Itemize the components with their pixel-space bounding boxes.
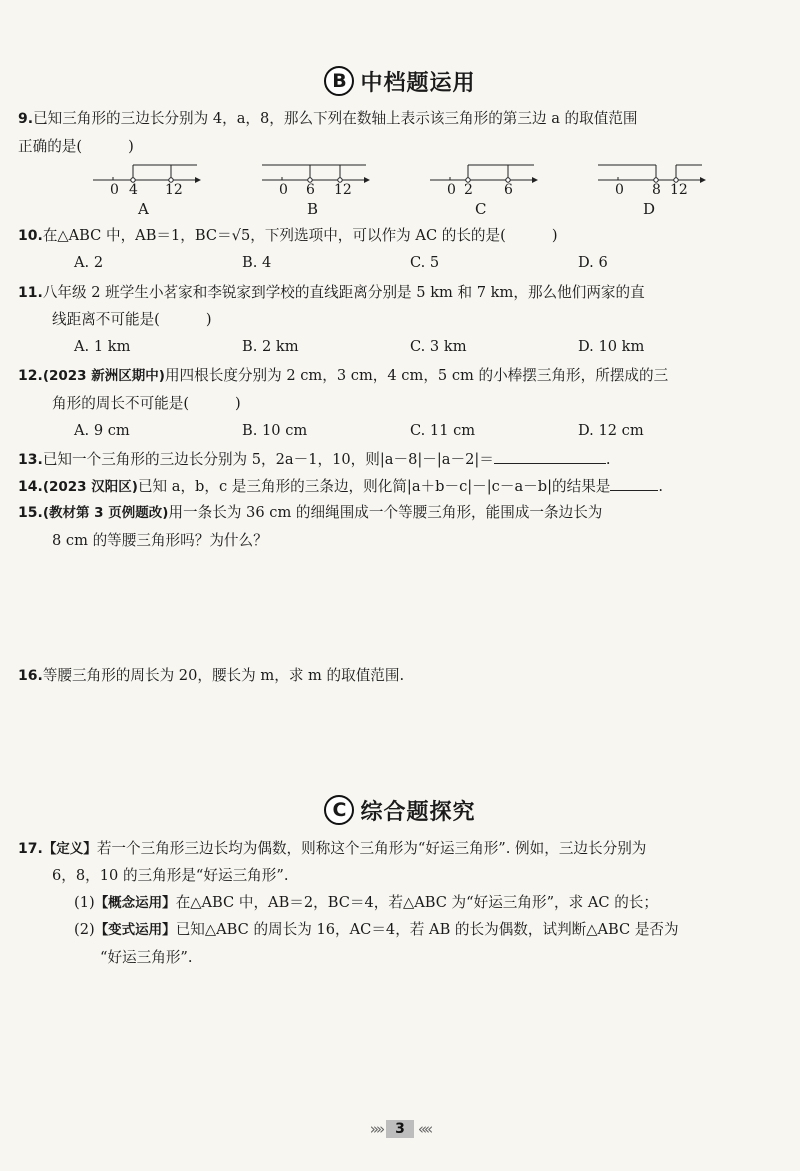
question-17-part2-line2: “好运三角形”.: [100, 949, 193, 966]
numberline-c: [430, 162, 540, 218]
tick-label: 6: [504, 182, 513, 198]
question-number: 17.: [18, 841, 43, 857]
tick-label: 12: [165, 182, 183, 198]
section-c-title: 综合题探究: [360, 799, 476, 825]
choice-a[interactable]: A. 9 cm: [74, 422, 130, 439]
choice-d[interactable]: D. 6: [578, 254, 608, 271]
section-c-badge: C: [324, 795, 354, 825]
tick-label: 0: [279, 182, 288, 198]
question-text: 用四根长度分别为 2 cm，3 cm，4 cm，5 cm 的小棒摆三角形，所摆成的三: [164, 367, 669, 384]
question-source: (教材第 3 页例题改): [42, 505, 169, 521]
question-17-part1: (1)【概念运用】在△ABC 中，AB＝2，BC＝4，若△ABC 为“好运三角形”，求 AC 的长；: [74, 894, 658, 911]
page-footer: [0, 1120, 800, 1138]
question-text: 等腰三角形的周长为 20，腰长为 m，求 m 的取值范围.: [42, 667, 405, 684]
question-text: 用一条长为 36 cm 的细绳围成一个等腰三角形，能围成一条边长为: [168, 504, 603, 521]
question-text: 八年级 2 班学生小茗家和李锐家到学校的直线距离分别是 5 km 和 7 km，那么他们两家的直: [42, 284, 645, 301]
question-12-choices: [74, 422, 774, 442]
part-tag: 【概念运用】: [94, 895, 176, 911]
question-number: 12.: [18, 368, 43, 384]
numberline-a: [93, 162, 203, 218]
question-source: (2023 新洲区期中): [42, 368, 165, 384]
section-b-header: [0, 63, 800, 99]
question-11-choices: [74, 338, 774, 358]
question-10-choices: [74, 254, 774, 274]
question-text: 已知三角形的三边长分别为 4，a，8，那么下列在数轴上表示该三角形的第三边 a 的取值范围: [33, 110, 638, 127]
question-text: 已知 a，b，c 是三角形的三条边，则化简|a＋b－c|－|c－a－b|的结果是: [137, 478, 611, 495]
question-text: 若一个三角形三边长均为偶数，则称这个三角形为“好运三角形”. 例如，三边长分别为: [96, 840, 647, 857]
choice-b[interactable]: B. 10 cm: [242, 422, 308, 439]
question-11-line2: 线距离不可能是( ): [52, 311, 212, 328]
footer-arrows-right: ««: [417, 1120, 431, 1138]
tick-label: 6: [306, 182, 315, 198]
question-11: [18, 283, 783, 303]
choice-d[interactable]: D. 12 cm: [578, 422, 644, 439]
option-label: A: [138, 200, 149, 218]
question-source: (2023 汉阳区): [42, 479, 138, 495]
question-tag: 【定义】: [42, 841, 97, 857]
question-text: 在△ABC 中，AB＝1，BC＝√5，下列选项中，可以作为 AC 的长的是(: [42, 227, 506, 244]
choice-c[interactable]: C. 3 km: [410, 338, 467, 355]
question-number: 14.: [18, 479, 43, 495]
choice-b[interactable]: B. 4: [242, 254, 272, 271]
tick-label: 0: [447, 182, 456, 198]
question-number: 10.: [18, 228, 43, 244]
choice-c[interactable]: C. 5: [410, 254, 440, 271]
tick-label: 2: [464, 182, 473, 198]
tick-label: 12: [670, 182, 688, 198]
choice-d[interactable]: D. 10 km: [578, 338, 645, 355]
option-label: B: [307, 200, 319, 218]
choice-a[interactable]: A. 2: [74, 254, 104, 271]
question-13: 13.已知一个三角形的三边长分别为 5，2a－1，10，则|a－8|－|a－2|＝ .: [18, 451, 611, 468]
tick-label: 12: [334, 182, 352, 198]
question-15: [18, 503, 783, 523]
question-number: 11.: [18, 285, 43, 301]
question-9-line2: 正确的是( ): [18, 138, 134, 155]
tick-label: 0: [615, 182, 624, 198]
section-b-title: 中档题运用: [360, 70, 476, 96]
question-12-line2: 角形的周长不可能是( ): [52, 395, 241, 412]
option-label: D: [643, 200, 656, 218]
choice-c[interactable]: C. 11 cm: [410, 422, 476, 439]
question-number: 9.: [18, 111, 34, 127]
answer-blank[interactable]: [494, 449, 606, 464]
question-14: 14.(2023 汉阳区)已知 a，b，c 是三角形的三条边，则化简|a＋b－c|－|c－a－b|的结果是 .: [18, 478, 664, 495]
tick-label: 8: [652, 182, 661, 198]
question-15-line2: 8 cm 的等腰三角形吗？为什么？: [52, 532, 268, 549]
answer-blank[interactable]: [610, 476, 658, 491]
choice-b[interactable]: B. 2 km: [242, 338, 299, 355]
question-17-part2: (2)【变式运用】已知△ABC 的周长为 16，AC＝4，若 AB 的长为偶数，试判断△ABC 是否为: [74, 921, 679, 938]
footer-arrows-left: »»: [369, 1120, 383, 1138]
question-number: 13.: [18, 452, 43, 468]
part-tag: 【变式运用】: [94, 922, 176, 938]
question-number: 16.: [18, 668, 43, 684]
numberline-b: [262, 162, 372, 218]
section-b-badge: B: [324, 66, 354, 96]
question-12: [18, 366, 783, 386]
numberline-d: [598, 162, 708, 218]
question-10: 10.在△ABC 中，AB＝1，BC＝√5，下列选项中，可以作为 AC 的长的是( ): [18, 227, 558, 244]
tick-label: 4: [129, 182, 138, 198]
question-text: 正确的是(: [18, 138, 83, 155]
question-17-line2: 6，8，10 的三角形是“好运三角形”.: [52, 867, 289, 884]
section-c-header: [0, 792, 800, 828]
question-number: 15.: [18, 505, 43, 521]
question-16: [18, 666, 783, 686]
question-9: [18, 109, 783, 129]
page-number: 3: [386, 1120, 414, 1138]
tick-label: 0: [110, 182, 119, 198]
question-17: [18, 839, 783, 859]
choice-a[interactable]: A. 1 km: [74, 338, 131, 355]
option-label: C: [475, 200, 487, 218]
question-text: 已知一个三角形的三边长分别为 5，2a－1，10，则|a－8|－|a－2|＝: [42, 451, 494, 468]
